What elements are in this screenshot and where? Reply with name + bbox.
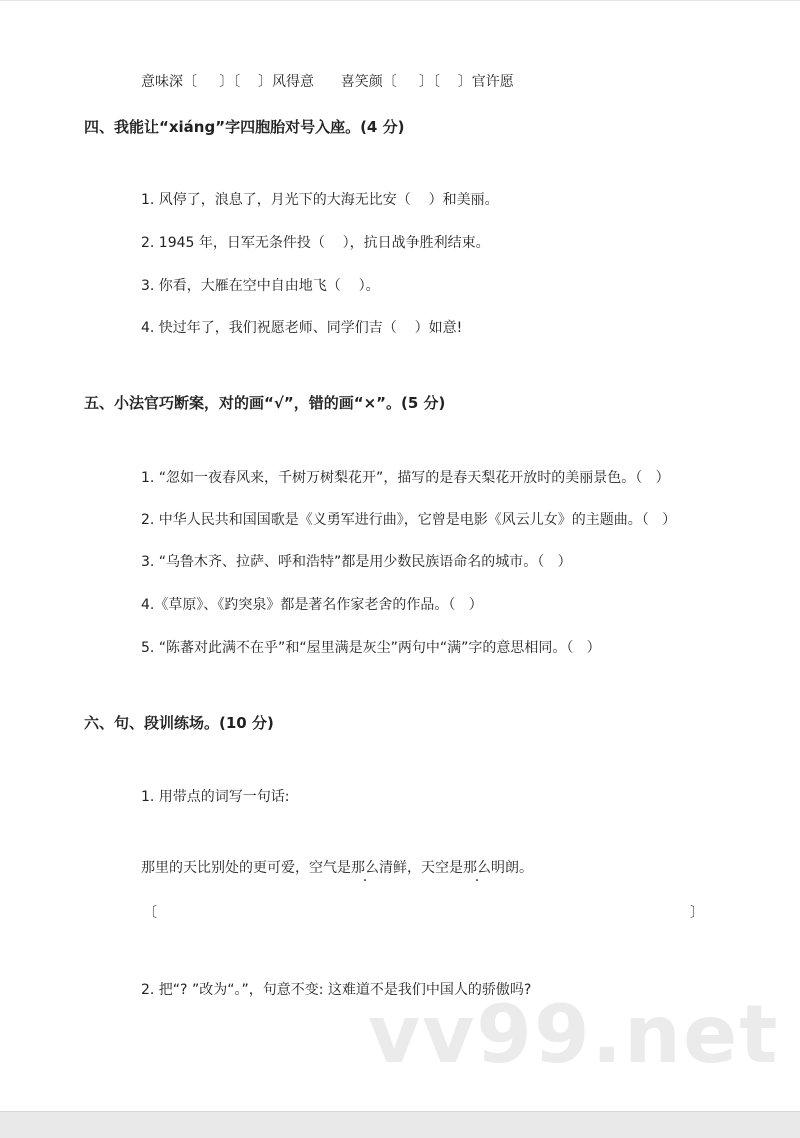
dotted-word: 那么 bbox=[351, 860, 379, 876]
section5-item: 1. “忽如一夜春风来，千树万树梨花开”，描写的是春天梨花开放时的美丽景色。（ ） bbox=[141, 470, 670, 486]
section4-item: 4. 快过年了，我们祝愿老师、同学们吉（ ）如意! bbox=[141, 320, 463, 336]
section5-item: 3. “乌鲁木齐、拉萨、呼和浩特”都是用少数民族语命名的城市。（ ） bbox=[141, 554, 572, 570]
section6-heading: 六、句、段训练场。(10 分) bbox=[84, 714, 274, 732]
sentence-part: 那里的天比别处的更可爱，空气是 bbox=[141, 860, 351, 876]
section4-heading: 四、我能让“xiáng”字四胞胎对号入座。(4 分) bbox=[84, 118, 405, 136]
example-sentence bbox=[141, 858, 533, 878]
section5-item: 5. “陈蕃对此满不在乎”和“屋里满是灰尘”两句中“满”字的意思相同。（ ） bbox=[141, 640, 601, 656]
watermark: vv99.net bbox=[368, 988, 780, 1081]
page-top-border bbox=[0, 0, 800, 1]
answer-bracket-close: 〕 bbox=[690, 905, 704, 921]
section5-item: 4.《草原》、《趵突泉》都是著名作家老舍的作品。（ ） bbox=[141, 597, 483, 613]
section6-q2: 2. 把“? ”改为“。”，句意不变: 这难道不是我们中国人的骄傲吗? bbox=[141, 982, 532, 998]
idioms-line: 意味深〔 〕〔 〕风得意 喜笑颜〔 〕〔 〕官许愿 bbox=[141, 74, 514, 90]
page-bottom-bar bbox=[0, 1111, 800, 1138]
answer-bracket-open: 〔 bbox=[143, 905, 157, 921]
dotted-word: 那么 bbox=[463, 860, 491, 876]
section5-item: 2. 中华人民共和国国歌是《义勇军进行曲》，它曾是电影《风云儿女》的主题曲。（ ） bbox=[141, 512, 677, 528]
section4-item: 2. 1945 年，日军无条件投（ ），抗日战争胜利结束。 bbox=[141, 235, 490, 251]
sentence-part: 明朗。 bbox=[491, 860, 533, 876]
section6-q1: 1. 用带点的词写一句话: bbox=[141, 789, 290, 805]
section4-item: 1. 风停了，浪息了，月光下的大海无比安（ ）和美丽。 bbox=[141, 192, 499, 208]
section4-item: 3. 你看，大雁在空中自由地飞（ ）。 bbox=[141, 278, 380, 294]
sentence-part: 清鲜，天空是 bbox=[379, 860, 463, 876]
section5-heading: 五、小法官巧断案，对的画“√”，错的画“×”。(5 分) bbox=[84, 394, 446, 412]
